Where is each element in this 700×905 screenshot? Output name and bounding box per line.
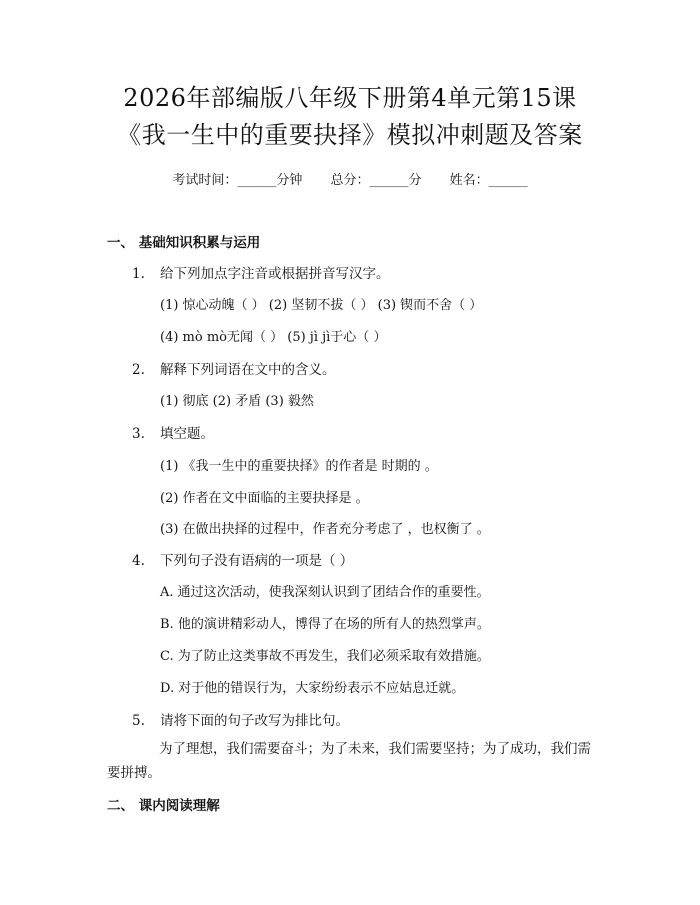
question-text: 请将下面的句子改写为排比句。 [160, 713, 349, 729]
question-1-line-1: (1) 惊心动魄（ ） (2) 坚韧不拔（ ） (3) 锲而不舍（ ） [160, 298, 483, 313]
question-1-line-2: (4) mò mò无闻（ ） (5) jì jì于心（ ） [160, 330, 387, 345]
question-number: 4. [132, 553, 145, 569]
question-1 [132, 262, 390, 282]
question-number: 5. [132, 713, 145, 729]
question-5-sentence: 为了理想，我们需要奋斗；为了未来，我们需要坚持；为了成功，我们需要拼搏。 [107, 741, 591, 781]
question-text: 填空题。 [160, 426, 214, 442]
document-title-line1: 2026年部编版八年级下册第4单元第15课 [123, 84, 577, 112]
question-3 [132, 422, 214, 442]
question-4 [132, 549, 353, 569]
question-3-line-1: (1) 《我一生中的重要抉择》的作者是 时期的 。 [160, 459, 438, 474]
option-b: B. 他的演讲精彩动人，博得了在场的所有人的热烈掌声。 [160, 617, 490, 632]
question-3-line-3: (3) 在做出抉择的过程中，作者充分考虑了 ，也权衡了 。 [160, 522, 490, 537]
question-5 [132, 709, 349, 729]
section-heading-2: 二、 课内阅读理解 [107, 798, 220, 814]
question-number: 3. [132, 426, 145, 442]
question-3-line-2: (2) 作者在文中面临的主要抉择是 。 [160, 491, 369, 506]
question-2-line-1: (1) 彻底 (2) 矛盾 (3) 毅然 [160, 394, 314, 409]
question-text: 给下列加点字注音或根据拼音写汉字。 [160, 266, 390, 282]
exam-meta [0, 169, 700, 188]
question-number: 2. [132, 362, 145, 378]
question-text: 下列句子没有语病的一项是（ ） [160, 553, 354, 569]
document-title-line2: 《我一生中的重要抉择》模拟冲刺题及答案 [117, 121, 583, 149]
section-heading-1: 一、 基础知识积累与运用 [107, 235, 261, 251]
exam-time: 考试时间：______分钟 [172, 173, 303, 188]
student-name: 姓名：______ [449, 173, 528, 188]
option-d: D. 对于他的错误行为，大家纷纷表示不应姑息迁就。 [160, 681, 465, 696]
option-c: C. 为了防止这类事故不再发生，我们必须采取有效措施。 [160, 649, 490, 664]
option-a: A. 通过这次活动，使我深刻认识到了团结合作的重要性。 [160, 585, 490, 600]
question-2 [132, 358, 336, 378]
question-number: 1. [132, 266, 145, 282]
question-text: 解释下列词语在文中的含义。 [160, 362, 336, 378]
total-score: 总分：______分 [330, 173, 422, 188]
